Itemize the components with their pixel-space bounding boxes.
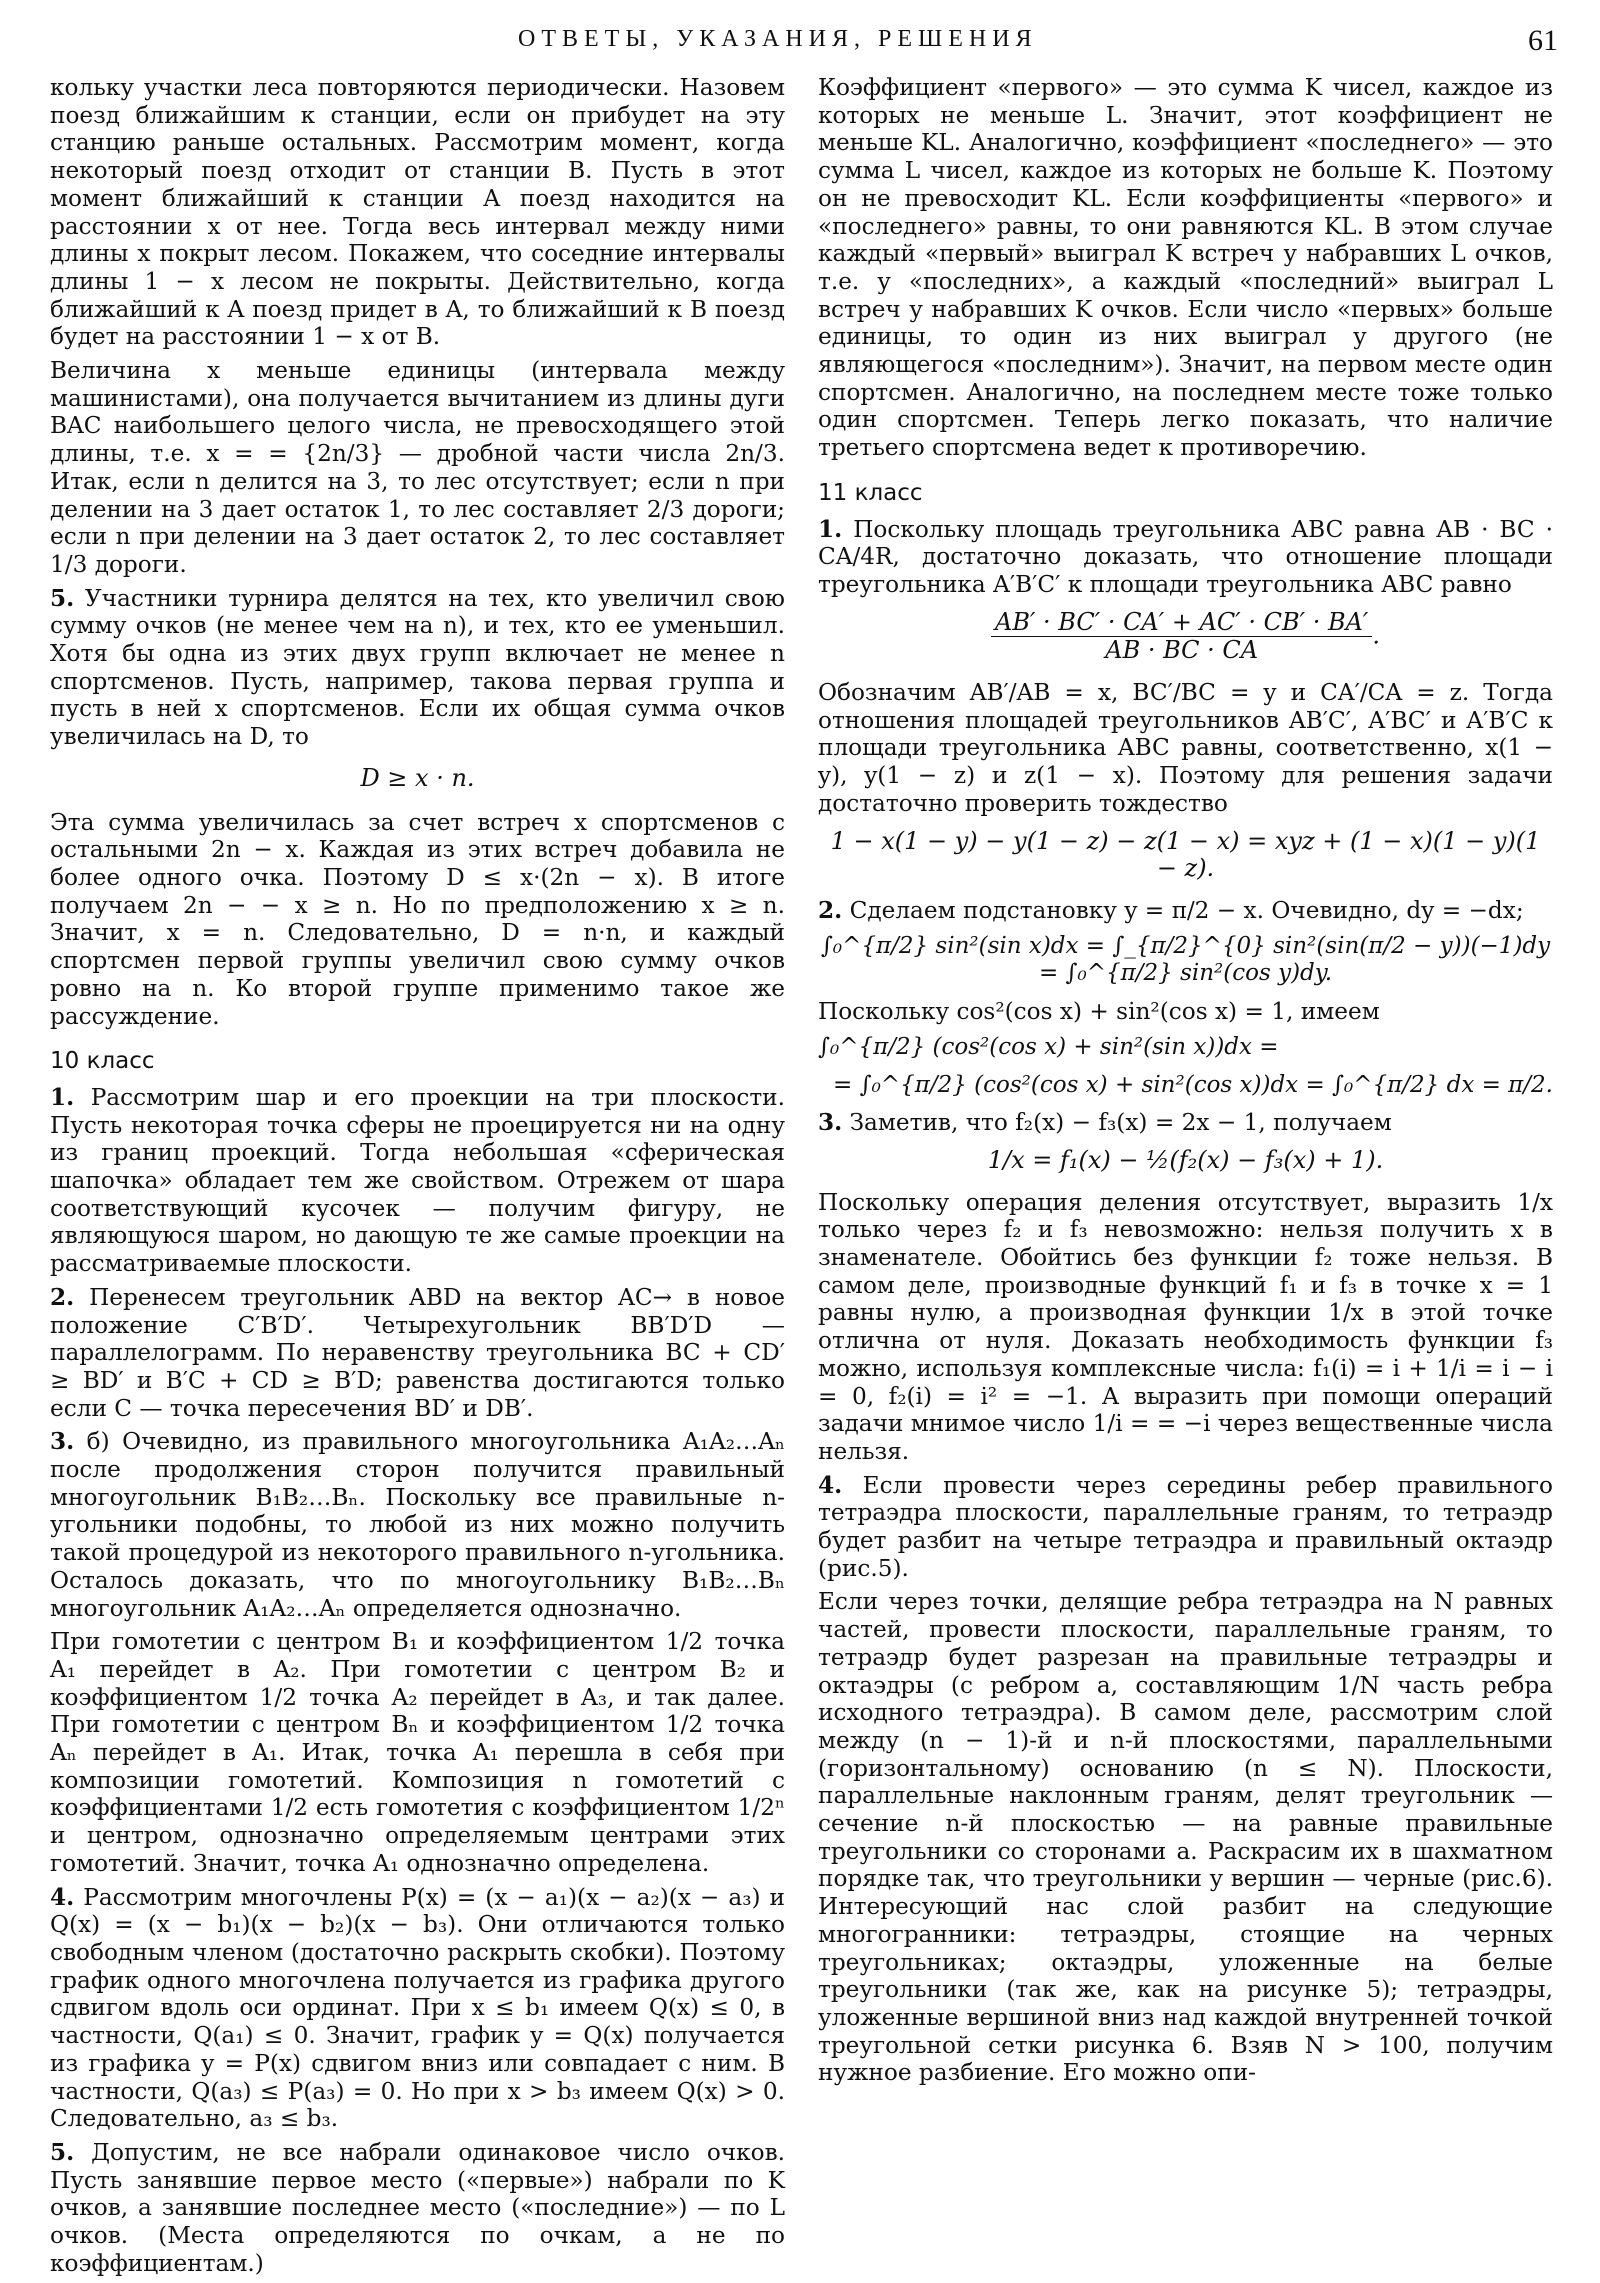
fraction-formula: $\frac{AB' \cdot BC' \cdot CA' + AC' \cdot CB' \cdot BA'}{AB \cdot BC \cdot CA}$ . bbox=[818, 609, 1553, 665]
fraction-denominator: AB · BC · CA bbox=[1105, 636, 1259, 665]
formula: D ≥ x · n. bbox=[360, 763, 475, 792]
fraction bbox=[991, 609, 1372, 665]
problem-paragraph bbox=[50, 1284, 785, 1423]
problem-number: 1. bbox=[50, 1083, 75, 1111]
paragraph: Обозначим AB′/AB = x, BC′/BC = y и CA′/CA = z. Тогда отношения площадей треугольников AB′C′, A′BC′ и A′B′C к площади треугольника ABC равны, соответственно, x(1 − y), y(1 − z) и z(1 − x). Поэтому для решения задачи достаточно проверить тождество bbox=[818, 679, 1553, 817]
problem-number: 5. bbox=[50, 584, 75, 612]
problem-5-paragraph bbox=[50, 585, 785, 751]
paragraph: Если через точки, делящие ребра тетраэдра на N равных частей, провести плоскости, параллельные граням, то тетраэдр будет разрезан на правильные тетраэдры и октаэдры (с ребром a, составляющим 1/N часть ребра исходного тетраэдра). В самом деле, рассмотрим слой между (n − 1)-й и n-й плоскостями, параллельными (горизонтальному) основанию (n ≤ N). Плоскости, параллельные наклонным граням, делят треугольник — сечение n-й плоскостью — на равные правильные треугольники со сторонами a. Раскрасим их в шахматном порядке так, что треугольники у вершин — черные (рис.6). Интересующий нас слой разбит на следующие многогранники: тетраэдры, стоящие на черных треугольниках; октаэдры, уложенные на белые треугольники (так же, как на рисунке 5); тетраэдры, уложенные вершиной вниз над каждой внутренней точкой треугольной сетки рисунка 6. Взяв N > 100, получим нужное разбиение. Его можно опи- bbox=[818, 1588, 1553, 2087]
paragraph-text: Поскольку площадь треугольника ABC равна AB · BC · CA/4R, достаточно доказать, что отношение площади треугольника A′B′C′ к площади треугольника ABC равно bbox=[818, 515, 1553, 598]
paragraph-text: Участники турнира делятся на тех, кто увеличил свою сумму очков (не менее чем на n), и тех, кто ее уменьшил. Хотя бы одна из этих двух групп включает не менее n спортсменов. Пусть, например, такова первая группа и пусть в ней x спортсменов. Если их общая сумма очков увеличилась на D, то bbox=[50, 584, 785, 751]
page-number: 61 bbox=[1528, 24, 1558, 57]
problem-number: 5. bbox=[50, 2138, 75, 2166]
page-header bbox=[0, 22, 1600, 62]
paragraph-text: Сделаем подстановку y = π/2 − x. Очевидно, dy = −dx; bbox=[842, 896, 1524, 924]
integral-formula: = ∫₀^{π/2} (cos²(cos x) + sin²(cos x))dx = ∫₀^{π/2} dx = π/2. bbox=[833, 1071, 1553, 1098]
problem-paragraph bbox=[50, 1084, 785, 1278]
problem-number: 2. bbox=[818, 896, 843, 924]
problem-paragraph bbox=[818, 1472, 1553, 1583]
paragraph: Коэффициент «первого» — это сумма K чисел, каждое из которых не меньше L. Значит, этот коэффициент не меньше KL. Аналогично, коэффициент «последнего» — это сумма L чисел, каждое из которых не больше K. Поэтому он не превосходит KL. Если коэффициенты «первого» и «последнего» равны, то они равняются KL. В этом случае каждый «первый» выиграл K встреч у набравших L очков, т.е. у «последних», а каждый «последний» выиграл L встреч у набравших K очков. Если число «первых» больше единицы, то один из них выиграл у другого (не являющегося «последним»). Значит, на первом месте один спортсмен. Аналогично, на последнем месте тоже только один спортсмен. Теперь легко показать, что наличие третьего спортсмена ведет к противоречию. bbox=[818, 74, 1553, 462]
section-heading-11: 11 класс bbox=[818, 479, 923, 506]
problem-number: 4. bbox=[50, 1883, 75, 1911]
paragraph-text: Рассмотрим шар и его проекции на три плоскости. Пусть некоторая точка сферы не проецируется ни на одну из границ проекций. Тогда небольшая «сферическая шапочка» обладает тем же свойством. Отрежем от шара соответствующий кусочек — получим фигуру, не являющуюся шаром, но дающую те же самые проекции на рассматриваемые плоскости. bbox=[50, 1083, 785, 1278]
left-column bbox=[50, 74, 785, 2283]
right-column bbox=[818, 74, 1553, 2093]
paragraph-text: Допустим, не все набрали одинаковое число очков. Пусть занявшие первое место («первые») набрали по K очков, а занявшие последнее место («последние») — по L очков. (Места определяются по очкам, а не по коэффициентам.) bbox=[50, 2138, 785, 2277]
problem-paragraph bbox=[818, 516, 1553, 599]
paragraph: Величина x меньше единицы (интервала между машинистами), она получается вычитанием из длины дуги BAC наибольшего целого числа, не превосходящего этой длины, т.е. x = = {2n/3} — дробной части числа 2n/3. Итак, если n делится на 3, то лес отсутствует; если n при делении на 3 дает остаток 1, то лес составляет 2/3 дороги; если n при делении на 3 дает остаток 2, то лес составляет 1/3 дороги. bbox=[50, 357, 785, 578]
paragraph: При гомотетии с центром B₁ и коэффициентом 1/2 точка A₁ перейдет в A₂. При гомотетии с центром B₂ и коэффициентом 1/2 точка A₂ перейдет в A₃, и так далее. При гомотетии с центром Bₙ и коэффициентом 1/2 точка Aₙ перейдет в A₁. Итак, точка A₁ перешла в себя при композиции гомотетий. Композиция n гомотетий с коэффициентами 1/2 есть гомотетия с коэффициентом 1/2ⁿ и центром, однозначно определяемым центрами этих гомотетий. Значит, точка A₁ однозначно определена. bbox=[50, 1628, 785, 1877]
paragraph-text: б) Очевидно, из правильного многоугольника A₁A₂…Aₙ после продолжения сторон получится правильный многоугольник B₁B₂…Bₙ. Поскольку все правильные n-угольники подобны, то любой из них можно получить такой процедурой из некоторого правильного n-угольника. Осталось доказать, что по многоугольнику B₁B₂…Bₙ многоугольник A₁A₂…Aₙ определяется однозначно. bbox=[50, 1428, 785, 1622]
problem-number: 3. bbox=[818, 1109, 843, 1137]
section-heading-10: 10 класс bbox=[50, 1048, 155, 1075]
problem-number: 2. bbox=[50, 1283, 75, 1311]
integral-formula: ∫₀^{π/2} sin²(sin x)dx = ∫_{π/2}^{0} sin²(sin(π/2 − y))(−1)dy = ∫₀^{π/2} sin²(cos y)dy. bbox=[820, 932, 1551, 987]
fraction-numerator: AB′ · BC′ · CA′ + AC′ · CB′ · BA′ bbox=[991, 609, 1372, 638]
problem-number: 1. bbox=[818, 515, 843, 543]
problem-number: 3. bbox=[50, 1428, 75, 1456]
problem-paragraph bbox=[50, 1428, 785, 1622]
paragraph-text: Рассмотрим многочлены P(x) = (x − a₁)(x − a₂)(x − a₃) и Q(x) = (x − b₁)(x − b₂)(x − b₃). Они отличаются только свободным членом (достаточно раскрыть скобки). Поэтому график одного многочлена получается из графика другого сдвигом вдоль оси ординат. При x ≤ b₁ имеем Q(x) ≤ 0, в частности, Q(a₁) ≤ 0. Значит, график y = Q(x) получается из графика y = P(x) сдвигом вниз или совпадает с ним. В частности, Q(a₃) ≤ P(a₃) = 0. Но при x > b₃ имеем Q(x) > 0. Следовательно, a₃ ≤ b₃. bbox=[50, 1883, 785, 2133]
problem-paragraph bbox=[50, 1884, 785, 2133]
identity-formula: 1 − x(1 − y) − y(1 − z) − z(1 − x) = xyz + (1 − x)(1 − y)(1 − z). bbox=[830, 826, 1541, 883]
problem-paragraph bbox=[50, 2139, 785, 2278]
paragraph-text: Если провести через середины ребер правильного тетраэдра плоскости, параллельные граням, то тетраэдр будет разбит на четыре тетраэдра и правильный октаэдр (рис.5). bbox=[818, 1471, 1553, 1582]
formula: 1/x = f₁(x) − ½(f₂(x) − f₃(x) + 1). bbox=[987, 1145, 1384, 1174]
paragraph-text: Перенесем треугольник ABD на вектор AC→ в новое положение C′B′D′. Четырехугольник BB′D′D — параллелограмм. По неравенству треугольника BC + CD′ ≥ BD′ и B′C + CD ≥ B′D; равенства достигаются только если C — точка пересечения BD′ и DB′. bbox=[50, 1283, 785, 1422]
problem-paragraph bbox=[818, 897, 1553, 925]
paragraph-text: Заметив, что f₂(x) − f₃(x) = 2x − 1, получаем bbox=[842, 1109, 1392, 1137]
paragraph: Эта сумма увеличилась за счет встреч x спортсменов с остальными 2n − x. Каждая из этих встреч добавила не более одного очка. Поэтому D ≤ x·(2n − x). В итоге получаем 2n − − x ≥ n. Но по предположению x ≥ n. Значит, x = n. Следовательно, D = n·n, и каждый спортсмен первой группы увеличил свою сумму очков ровно на n. Ко второй группе применимо такое же рассуждение. bbox=[50, 808, 785, 1030]
problem-number: 4. bbox=[818, 1471, 843, 1499]
integral-formula: ∫₀^{π/2} (cos²(cos x) + sin²(sin x))dx = bbox=[818, 1033, 1279, 1060]
paragraph: Поскольку операция деления отсутствует, выразить 1/x только через f₂ и f₃ невозможно: нельзя получить x в знаменателе. Обойтись без функции f₂ тоже нельзя. В самом деле, производные функций f₁ и f₃ в точке x = 1 равны нулю, а производная функции 1/x в этой точке отлична от нуля. Доказать необходимость функции f₃ можно, используя комплексные числа: f₁(i) = i + 1/i = i − i = 0, f₂(i) = i² = −1. А выразить при помощи операций задачи мнимое число 1/i = = −i через вещественные числа нельзя. bbox=[818, 1188, 1553, 1465]
paragraph: Поскольку cos²(cos x) + sin²(cos x) = 1, имеем bbox=[818, 998, 1380, 1026]
problem-paragraph bbox=[818, 1109, 1553, 1137]
paragraph: кольку участки леса повторяются периодически. Назовем поезд ближайшим к станции, если он прибудет на эту станцию раньше остальных. Рассмотрим момент, когда некоторый поезд отходит от станции B. Пусть в этот момент ближайший к станции A поезд находится на расстоянии x от нее. Тогда весь интервал между ними длины x покрыт лесом. Покажем, что соседние интервалы длины 1 − x лесом не покрыты. Действительно, когда ближайший к A поезд придет в A, то ближайший к B поезд будет на расстоянии 1 − x от B. bbox=[50, 74, 785, 351]
running-head: ОТВЕТЫ, УКАЗАНИЯ, РЕШЕНИЯ bbox=[518, 26, 1038, 52]
